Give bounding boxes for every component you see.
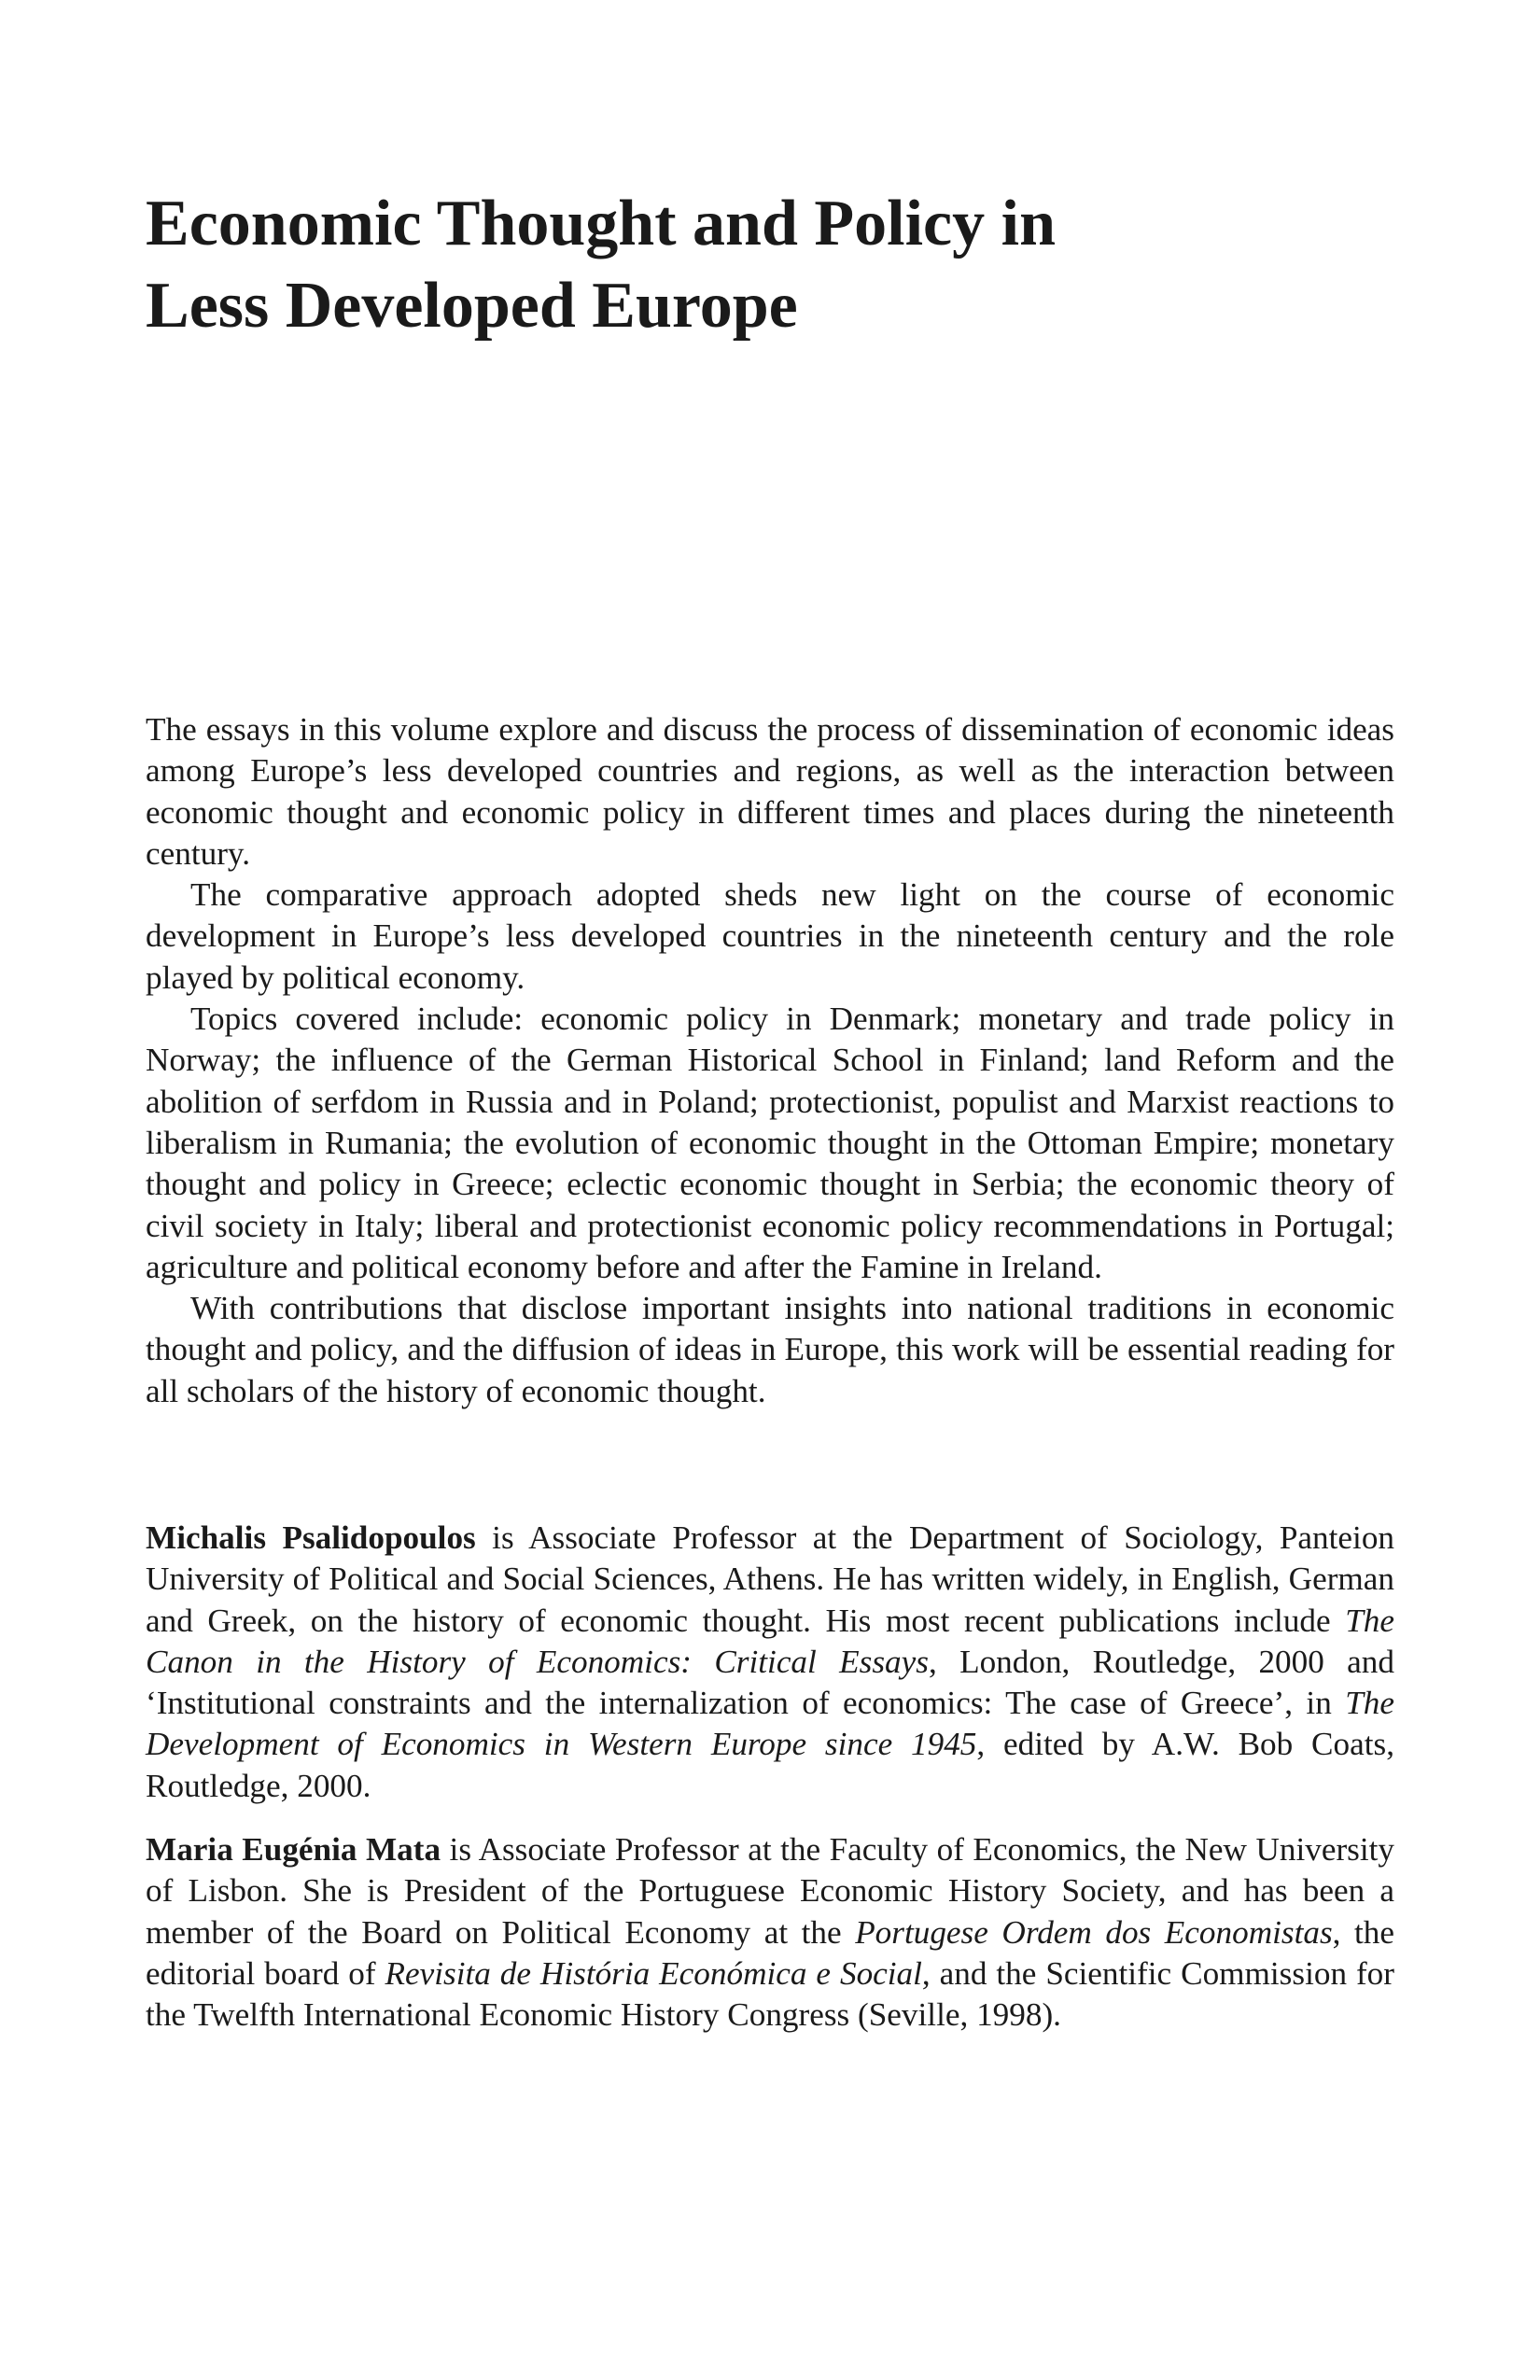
author-biographies — [146, 1518, 1394, 2059]
description-paragraph-2: The comparative approach adopted sheds new light on the course of economic development in Europe’s less developed countries in the nineteenth century and the role played by political economy. — [146, 876, 1394, 996]
book-title-line-2: Less Developed Europe — [146, 270, 798, 342]
book-title-line-1: Economic Thought and Policy in — [146, 188, 1057, 259]
publication-title: The Canon in the History of Economics: Critical Essays — [146, 1602, 1394, 1680]
bio-text: , and the Scientific Commission for the Twelfth International Economic History Congress (Seville, 1998). — [146, 1954, 1394, 2034]
bio-text: is Associate Professor at the Department of Sociology, Panteion University of Political and Social Sciences, Athens. He has written widely, in English, German and Greek, on the history of economic thought. His most recent publications include — [146, 1519, 1395, 1639]
bio-text: , London, Routledge, 2000 and ‘Institutional constraints and the internalization of economics: The case of Greece’, in — [146, 1643, 1394, 1722]
book-description — [146, 709, 1394, 1412]
author-name: Maria Eugénia Mata — [146, 1831, 441, 1869]
author-name: Michalis Psalidopoulos — [146, 1519, 476, 1556]
journal-title: Revisita de História Económica e Social — [385, 1954, 922, 1992]
description-paragraph-1: The essays in this volume explore and discuss the process of dissemination of economic ideas among Europe’s less developed countries and regions, as well as the interaction between economic thought and economic policy in different times and places during the nineteenth century. — [146, 711, 1394, 872]
author-bio-mata — [146, 1829, 1394, 2036]
organization-name: Portugese Ordem dos Economistas — [855, 1913, 1333, 1951]
description-paragraph-4: With contributions that disclose important insights into national traditions in economic thought and policy, and the diffusion of ideas in Europe, this work will be essential reading for all scholars of the history of economic thought. — [146, 1290, 1394, 1409]
book-title — [146, 183, 1394, 347]
bio-text: , edited by A.W. Bob Coats, Routledge, 2000. — [146, 1726, 1394, 1804]
publication-title: The Development of Economics in Western Europe since 1945 — [146, 1685, 1394, 1763]
bio-text: is Associate Professor at the Faculty of Economics, the New University of Lisbon. She is President of the Portuguese Economic History Society, and has been a member of the Board on Political Economy at the — [146, 1831, 1394, 1951]
author-bio-psalidopoulos — [146, 1518, 1394, 1807]
bio-text: , the editorial board of — [146, 1913, 1394, 1992]
description-paragraph-3: Topics covered include: economic policy in Denmark; monetary and trade policy in Norway; the influence of the German Historical School in Finland; land Reform and the abolition of serfdom in Russia and in Poland; protectionist, populist and Marxist reactions to liberalism in Rumania; the evolution of economic thought in the Ottoman Empire; monetary thought and policy in Greece; eclectic economic thought in Serbia; the economic theory of civil society in Italy; liberal and protectionist economic policy recommendations in Portugal; agriculture and political economy before and after the Famine in Ireland. — [146, 1001, 1394, 1285]
